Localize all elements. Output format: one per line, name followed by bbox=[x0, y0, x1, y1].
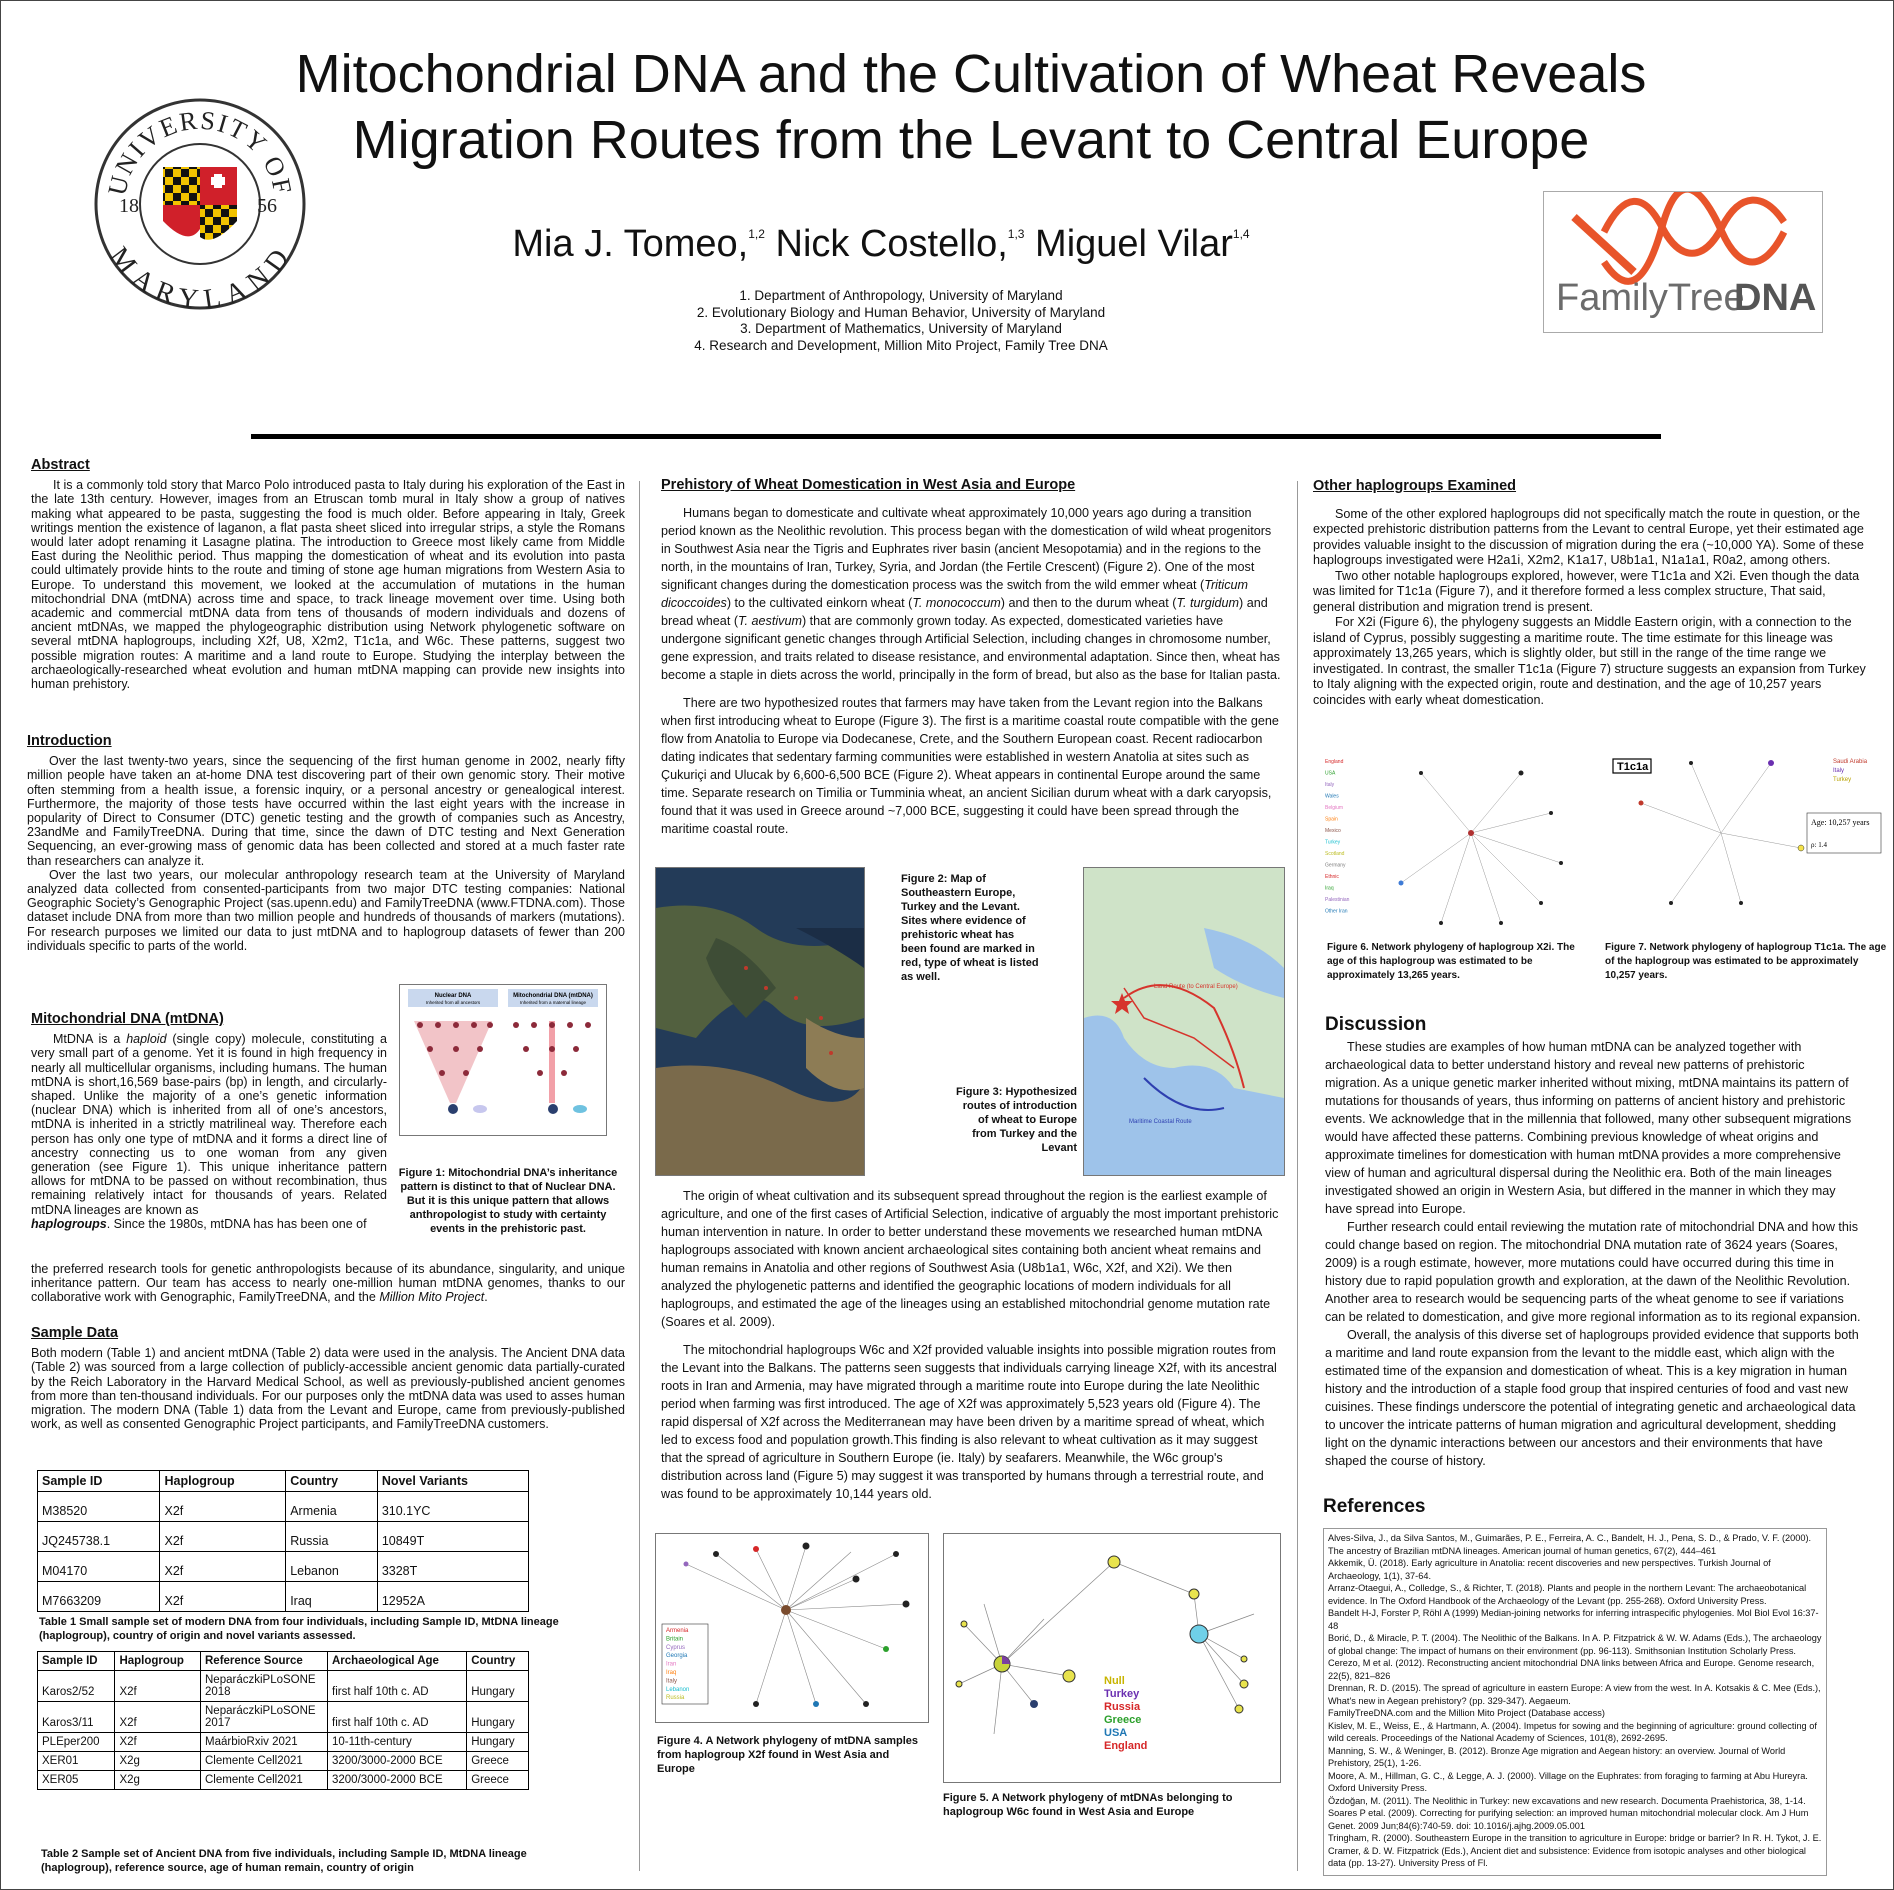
svg-text:Inherited from a maternal line: Inherited from a maternal lineage bbox=[519, 1000, 587, 1005]
route-label-maritime: Maritime Coastal Route bbox=[1129, 1119, 1192, 1125]
seal-bottom-text: MARYLAND bbox=[102, 241, 298, 311]
legend-item: Turkey bbox=[1325, 839, 1341, 846]
legend-item: Wales bbox=[1325, 793, 1339, 800]
legend-item: Turkey bbox=[1104, 1688, 1140, 1700]
affiliation-item: 3. Department of Mathematics, University of Maryland bbox=[740, 321, 1062, 336]
route-map bbox=[1084, 868, 1284, 1175]
svg-text:Nuclear DNA: Nuclear DNA bbox=[434, 993, 472, 999]
affiliation-item: 4. Research and Development, Million Mito Project, Family Tree DNA bbox=[694, 337, 1108, 353]
title-line-1: Mitochondrial DNA and the Cultivation of Wheat Reveals bbox=[295, 44, 1647, 104]
legend-item: Russia bbox=[1104, 1701, 1141, 1713]
legend-item: England bbox=[1325, 759, 1344, 765]
table-header-row: Sample ID Haplogroup Country Novel Variants bbox=[38, 1471, 529, 1492]
reference-item: Tringham, R. (2000). Southeastern Europe in the transition to agriculture in Europe: bridge or barrier? In R. H. Tykot, J. E. Cramer, & D. W. Fitzpatrick (Eds.), Ancient diet and subsistence: Evidence from isotopic analyses and other biological data (pp. 13-27). University Press of Fl. bbox=[1328, 1833, 1822, 1868]
legend-item: Turkey bbox=[1833, 777, 1852, 783]
discussion-section bbox=[1325, 1016, 1861, 1470]
legend-item: England bbox=[1104, 1740, 1148, 1752]
logo-text-light: FamilyTree bbox=[1556, 277, 1745, 319]
figure-7-network bbox=[1611, 753, 1886, 938]
reference-item: Soares P etal. (2009). Correcting for purifying selection: an improved human mitochondrial molecular clock. Am J Hum Genet. 2009 Jun;84(6):740-59. doi: 10.1016/j.ajhg.2009.05.001 bbox=[1328, 1808, 1809, 1831]
paragraph: Further research could entail reviewing the mutation rate of mitochondrial DNA and how this could change based on region. The mitochondrial DNA mutation rate of 3624 years (Soares, 2009) is a rough estimate, however, more mutations could have occurred during this time in history due to rapid population growth and exploration, at the dawn of the Neolithic Revolution. Another area to research would be sequencing parts of the wheat genome to see if variations can be related to domestication, and give more regional information as to its regional expansion. bbox=[1325, 1220, 1861, 1324]
table-row: Karos3/11 X2f NeparáczkiPLoSONE 2017 first half 10th c. AD Hungary bbox=[38, 1702, 529, 1733]
legend-item: USA bbox=[1325, 770, 1336, 777]
figure-2-caption: Figure 2: Map of Southeastern Europe, Turkey and the Levant. Sites where evidence of prehistoric wheat has been found are marked in red, type of wheat is listed as well. bbox=[901, 873, 1039, 983]
logo-text-bold: DNA bbox=[1734, 277, 1817, 319]
figure-6-caption: Figure 6. Network phylogeny of haplogroup X2i. The age of this haplogroup was estimated to be approximately 13,265 years. bbox=[1327, 942, 1575, 981]
affiliation-item: 2. Evolutionary Biology and Human Behavior, University of Maryland bbox=[696, 304, 1106, 320]
figure-7-age-note: Age: 10,257 years bbox=[1811, 818, 1870, 827]
table-row: M38520 X2f Armenia 310.1YC bbox=[38, 1492, 529, 1522]
reference-item: Kislev, M. E., Weiss, E., & Hartmann, A. (2004). Impetus for sowing and the beginning of agriculture: ground collecting of wild cereals. Proceedings of the National Academy of Sciences, 101(8), 2692-2695. bbox=[1328, 1720, 1817, 1743]
paragraph: Over the last twenty-two years, since the sequencing of the first human genome in 2002, nearly fifty million people have taken an at-home DNA test discovering part of their own genomic story. Their motive often stemming from a health issue, a forensic inquiry, or a personal ancestry or genealogical interest. Furthermore, the majority of those tests have occurred within the last eight years with the increase in popularity of Direct to Consumer (DTC) genetic testing and the growth of companies such as Ancestry, 23andMe and FamilyTreeDNA. During that time, since the dawn of DTC testing and Next Generation Sequencing, an ever-growing mass of genomic data has been collected and stored at a much faster rate than researchers can analyze it. bbox=[27, 754, 625, 868]
figure-6-network bbox=[1321, 753, 1581, 938]
sample-data-section bbox=[31, 1326, 625, 1431]
t1c1a-network-diagram bbox=[1611, 753, 1886, 938]
x2i-network-diagram bbox=[1321, 753, 1581, 938]
table-row: M7663209 X2f Iraq 12952A bbox=[38, 1582, 529, 1612]
legend-item: Null bbox=[1104, 1675, 1125, 1687]
reference-item: Arranz-Otaegui, A., Colledge, S., & Richter, T. (2018). Plants and people in the northern Levant: The archaeobotanical evidence. In The Oxford Handbook of the Archaeology of the Levant (pp. 255-268). Oxford University Press. bbox=[1328, 1583, 1807, 1606]
table-2-caption: Table 2 Sample set of Ancient DNA from five individuals, including Sample ID, MtDNA lineage (haplogroup), reference source, age of human remain, country of origin bbox=[41, 1848, 527, 1874]
familytreedna-logo bbox=[1543, 191, 1823, 333]
references-heading: References bbox=[1323, 1496, 1426, 1517]
section-heading: Sample Data bbox=[31, 1325, 119, 1341]
reference-item: Borić, D., & Miracle, P. T. (2004). The Neolithic of the Balkans. In A. P. Fitzpatrick & W. W. Adams (Eds.), The archaeology of global change: The impact of humans on their environment (pp. 96-113). Smithsonian Institution Scholarly Press. bbox=[1328, 1633, 1822, 1656]
reference-item: Manning, S. W., & Weninger, B. (2012). Bronze Age migration and Aegean history: an overview. Journal of World Prehistory, 25(1), 1-26. bbox=[1328, 1745, 1786, 1768]
figure-1-caption: Figure 1: Mitochondrial DNA’s inheritance pattern is distinct to that of Nuclear DNA. But it is this unique pattern that allows anthropologist to study with certainty events in the prehistoric past. bbox=[398, 1167, 618, 1235]
paragraph: Over the last two years, our molecular anthropology research team at the University of Maryland analyzed data collected from consented-participants from two major DTC testing companies: National Geographic Society’s Genographic Project (sas.upenn.edu) and FamilyTreeDNA (www.FTDNA.com). Those dataset include DNA from more than two million people and hundreds of thousands of markers (mutations). For research purposes we limited our data to just mtDNA and to haplogroup datasets of fewer than 200 individuals specific to parts of the world. bbox=[27, 867, 625, 953]
seal-top-text: UNIVERSITY OF bbox=[102, 105, 298, 199]
route-label-land: Land Route (to Central Europe) bbox=[1154, 984, 1238, 990]
table-1 bbox=[37, 1470, 529, 1612]
reference-item: Akkemik, Ü. (2018). Early agriculture in Anatolia: recent discoveries and new perspectives. Turkish Journal of Archaeology, 1(1), 37-64. bbox=[1328, 1558, 1771, 1581]
figure-3-caption: Figure 3: Hypothesized routes of introduction of wheat to Europe from Turkey and the Levant bbox=[955, 1086, 1077, 1154]
title-line-2: Migration Routes from the Levant to Central Europe bbox=[352, 110, 1590, 170]
svg-text:Mitochondrial DNA (mtDNA): Mitochondrial DNA (mtDNA) bbox=[513, 993, 593, 999]
figure-4-network bbox=[655, 1533, 929, 1723]
figure-7-label: T1c1a bbox=[1617, 761, 1649, 773]
table-header-row: Sample ID Haplogroup Reference Source Archaeological Age Country bbox=[38, 1652, 529, 1671]
paragraph: The mitochondrial haplogroups W6c and X2f provided valuable insights into possible migration routes from the Levant into the Balkans. The patterns seen suggests that individuals carrying lineage X2f, with its ancestral roots in Iran and Armenia, may have migrated through a maritime route into Europe during the late Neolithic period when farming was first introduced. The age of X2f was approximately 5,523 years old (Figure 4). The rapid dispersal of X2f across the Mediterranean may have been driven by a maritime spread of wheat, which led to excess food and population growth.This finding is also relevant to wheat cultivation as it may suggest that the spread of agriculture in Southern Europe (ie. Italy) by seafarers. Meanwhile, the W6c group's distribution across land (Figure 5) may suggest it was transported by humans through a terrestrial route, and was found to be approximately 10,144 years old. bbox=[661, 1343, 1277, 1501]
affiliations bbox=[621, 288, 1181, 354]
section-heading: Prehistory of Wheat Domestication in West Asia and Europe bbox=[661, 477, 1076, 493]
legend-item: Scotland bbox=[1325, 851, 1345, 857]
inheritance-diagram bbox=[400, 985, 606, 1135]
table-row: JQ245738.1 X2f Russia 10849T bbox=[38, 1522, 529, 1552]
figure-5-caption: Figure 5. A Network phylogeny of mtDNAs belonging to haplogroup W6c found in West Asia and Europe bbox=[943, 1792, 1233, 1818]
paragraph: Overall, the analysis of this diverse set of haplogroups provided evidence that supports both a maritime and land route expansion from the levant to the middle east, which align with the estimated time of the expansion and domestication of wheat. This is a key migration in human history and the introduction of a staple food group that inspired centuries of food and vast new cuisines. These findings underscore the potential of integrating genetic and archaeological data to uncover the intricate patterns of human migration and agricultural development, shedding light on the dynamic interactions between our ancestors and their environments that have shaped the course of history. bbox=[1325, 1328, 1859, 1468]
legend-item: Cyprus bbox=[666, 1644, 686, 1651]
legend-item: Italy bbox=[666, 1678, 678, 1685]
legend-item: Italy bbox=[1833, 768, 1845, 774]
legend-item: USA bbox=[1104, 1727, 1128, 1739]
abstract-section bbox=[31, 458, 625, 691]
figure-7-caption: Figure 7. Network phylogeny of haplogroup T1c1a. The age of the haplogroup was estimated to be approximately 10,257 years. bbox=[1605, 942, 1887, 981]
section-heading: Mitochondrial DNA (mtDNA) bbox=[31, 1011, 224, 1027]
section-heading: Discussion bbox=[1325, 1014, 1427, 1035]
legend-item: Iraq bbox=[666, 1670, 677, 1676]
legend-item: Ethnic bbox=[1325, 874, 1339, 880]
table-row: XER01 X2g Clemente Cell2021 3200/3000-2000 BCE Greece bbox=[38, 1752, 529, 1771]
author-list bbox=[481, 223, 1281, 266]
reference-item: FamilyTreeDNA.com and the Million Mito Project (Database access) bbox=[1328, 1708, 1605, 1718]
legend-item: Other Iran bbox=[1325, 908, 1348, 915]
figure-7-rho-note: ρ: 1.4 bbox=[1811, 841, 1827, 849]
legend-item: Iran bbox=[666, 1661, 677, 1668]
table-row: PLEper200 X2f MaárbioRxiv 2021 10-11th-century Hungary bbox=[38, 1733, 529, 1752]
figure-4-caption: Figure 4. A Network phylogeny of mtDNA samples from haplogroup X2f found in West Asia and Europe bbox=[657, 1735, 918, 1775]
table-1-caption: Table 1 Small sample set of modern DNA from four individuals, including Sample ID, MtDNA lineage (haplogroup), country of origin and novel variants assessed. bbox=[39, 1616, 559, 1642]
paragraph: For X2i (Figure 6), the phylogeny suggests an Middle Eastern origin, with a connection to the island of Cyprus, possibly suggesting a maritime route. The time estimate for this lineage was approximately 13,265 years, which is slightly older, but still in the range of the time range we investigated. In contrast, the smaller T1c1a (Figure 7) structure suggests an expansion from Turkey to Italy aligning with the expected origin, route and destination, and the age of 10,257 years coincides with early wheat domestication. bbox=[1313, 615, 1866, 707]
legend-item: Iraq bbox=[1325, 885, 1334, 892]
legend-item: Britain bbox=[666, 1636, 684, 1643]
paragraph: Humans began to domesticate and cultivate wheat approximately 10,000 years ago during a transition period known as the Neolithic revolution. This process began with the domestication of wild wheat progenitors in Southwest Asia near the Tigris and Euphrates river basin (ancient Mesopotamia) and in the regions to the north, in the mountains of Iran, Turkey, Syria, and Jordan (the Fertile Crescent) (Figure 2). One of the most significant changes during the domestication process was the switch from the wild emmer wheat (Triticum dicoccoides) to the cultivated einkorn wheat (T. monococcum) and then to the durum wheat (T. turgidum) and bread wheat (T. aestivum) that are commonly grown today. As expected, domesticated varieties have undergone significant genetic changes through Artificial Selection, including changes in chromosome number, gene expression, and traits related to disease resistance, and environmental adaptation. Since then, wheat has become a staple in diets across the world, principally in the form of bread, but also as the base for Italian pasta. bbox=[661, 506, 1281, 682]
header-divider bbox=[251, 434, 1661, 439]
introduction-section bbox=[27, 734, 625, 953]
legend-item: Mexico bbox=[1325, 828, 1341, 834]
figure-1 bbox=[399, 984, 607, 1136]
poster-title bbox=[221, 41, 1721, 173]
abstract-text: It is a commonly told story that Marco Polo introduced pasta to Italy during his exploration of the East in the late 13th century. However, images from an Etruscan tomb mural in Italy show a group of natives making what appeared to be pasta, suggesting the food is much older. Before appearing in Italy, Greek writings mention the existence of laganon, a flat pasta sheet sliced into irregular strips, a style the Romans would later adopt renaming it Lasagne platina. The introduction to Greece most likely came from Middle East during the Neolithic period. Thus mapping the domestication of wheat and its evolution into pasta could ultimately provide hints to the route and timing of stone age human migrations from Western Asia to Europe. To understand this movement, we looked at the accumulation of mutations in the human mitochondrial DNA (mtDNA) across time and space, to track lineage movement over time. Using both academic and commercial mtDNA data from tens of thousands of modern individuals and dozens of ancient mtDNAs, we mapped the phylogeographic distribution using Network phylogenetic software on several mtDNA haplogroups, including X2f, U8, X2m2, T1c1a, and W6c. These patterns, suggest two possible migration routes: A maritime and a land route to Europe. Studying the interplay between the archaeologically-researched wheat evolution and human mtDNA mapping can provide new insights into human prehistory. bbox=[31, 478, 625, 692]
legend-item: Palestinian bbox=[1325, 897, 1350, 903]
table-row: M04170 X2f Lebanon 3328T bbox=[38, 1552, 529, 1582]
affiliation-item: 1. Department of Anthropology, University of Maryland bbox=[739, 288, 1063, 303]
legend-item: Saudi Arabia bbox=[1833, 759, 1868, 765]
x2f-network-diagram bbox=[656, 1534, 928, 1722]
table-row: Karos2/52 X2f NeparáczkiPLoSONE 2018 first half 10th c. AD Hungary bbox=[38, 1671, 529, 1702]
reference-item: Cerezo, M et al. (2012). Reconstructing ancient mitochondrial DNA links between Africa and Europe. Genome research, 22(5), 821–826 bbox=[1328, 1658, 1815, 1681]
paragraph: Two other notable haplogroups explored, however, were T1c1a and X2i. Even though the data was limited for T1c1a (Figure 7), and it therefore formed a less complex structure, That said, general distribution and migration trend is present. bbox=[1313, 568, 1860, 614]
section-heading: Other haplogroups Examined bbox=[1313, 478, 1517, 494]
svg-text:Inherited from all ancestors: Inherited from all ancestors bbox=[425, 1000, 481, 1005]
legend-item: Spain bbox=[1325, 816, 1338, 823]
figure-3-map bbox=[1083, 867, 1285, 1176]
figure-5-network bbox=[943, 1533, 1281, 1783]
mtdna-section bbox=[31, 1012, 387, 1231]
paragraph: These studies are examples of how human mtDNA can be analyzed together with archaeological data to better understand history and reveal new patterns of prehistoric migration. As a unique genetic marker inherited without mixing, mtDNA maintains its pattern of mutations for thousands of years, thus informing on patterns of ancient history and prehistoric events. We acknowledge that in the millennia that followed, many other subsequent migrations would have affected these patterns. Combining previous knowledge of wheat origins and approximate timelines for domestication with human mtDNA provides a more comprehensive view of human and agricultural dispersal during the Neolithic era. Both of the main lineages investigated showed an origin in Western Asia, but differed in the manner in which they may have spread into Europe. bbox=[1325, 1040, 1852, 1216]
mtdna-continued bbox=[31, 1262, 625, 1305]
seal-year-left: 18 bbox=[119, 195, 139, 217]
reference-item: Drennan, R. D. (2015). The spread of agriculture in eastern Europe: A view from the west. In A. Kotsakis & C. Mee (Eds.), What's new in Aegean prehistory? (pp. 329-347). Aegaeum. bbox=[1328, 1683, 1821, 1706]
legend-item: Russia bbox=[666, 1695, 685, 1702]
column-divider bbox=[639, 481, 640, 1871]
figure-2-map bbox=[655, 867, 865, 1176]
section-heading: Introduction bbox=[27, 733, 112, 749]
legend-item: Georgia bbox=[666, 1653, 688, 1660]
legend-item: Lebanon bbox=[666, 1686, 690, 1693]
other-haplogroups-section bbox=[1313, 479, 1869, 708]
w6c-network-diagram bbox=[944, 1534, 1280, 1782]
references-list bbox=[1323, 1528, 1827, 1876]
author-1: Mia J. Tomeo,$^{1,2}$ bbox=[512, 223, 765, 265]
paragraph: Some of the other explored haplogroups did not specifically match the route in question, or the expected prehistoric distribution patterns from the Levant to central Europe, yet their estimated age provides valuable insight to the discussion of migration during the era (~10,000 YA). Some of these haplogroups investigated were H2a1i, X2m2, K1a17, U8b1a1, N1a1a1, R0a2, among others. bbox=[1313, 506, 1864, 567]
paragraph: The origin of wheat cultivation and its subsequent spread throughout the region is the earliest example of agriculture, and one of the first cases of Artificial Selection, indicative of arguably the most important prehistoric human intervention in nature. In order to better understand these movements we researched human mtDNA haplogroups associated with known ancient archaeological sites containing both ancient wheat remains and human remains in Anatolia and other regions of Southwest Asia (U8b1a1, W6c, X2f, and X2i). We then analyzed the phylogenetic patterns and identified the geographic locations of modern individuals for all haplogroups, and estimated the age of the lineages using an established mitochondrial genome mutation rate (Soares et al. 2009). bbox=[661, 1189, 1279, 1329]
paragraph: MtDNA is a haploid (single copy) molecule, constituting a very small part of a genome. Yet it is found in high frequency in nearly all multicellular organisms, including humans. The human mtDNA is short,16,569 base-pairs (bp) in length, and circularly-shaped. Unlike the majority of a one’s genetic information (nuclear DNA) which is inherited from all of one’s ancestors, mtDNA is inherited in a strictly matrilineal way. Therefore each person has only one type of mtDNA and it forms a direct line of ancestry connecting us to one woman from any given generation (see Figure 1). This unique inheritance pattern allows for mtDNA to be passed on without recombination, thus remaining relatively intact for thousands of years. Related mtDNA lineages are known as haplogroups. Since the 1980s, mtDNA has has been one of bbox=[31, 1032, 387, 1231]
legend-item: Italy bbox=[1325, 782, 1335, 788]
paragraph: Both modern (Table 1) and ancient mtDNA (Table 2) data were used in the analysis. The Ancient DNA data (Table 2) was sourced from a large collection of publicly-accessible ancient genomic data partially-curated by the Reich Laboratory in the Harvard Medical School, as well as previously-published ancient genomes from more than ten-thousand individuals. For our purposes only the mtDNA data was used to asses human migration. The modern DNA (Table 1) data from the Levant and Europe, came from previously-published work, as well as consented Genographic Project participants, and FamilyTreeDNA customers. bbox=[31, 1346, 625, 1432]
legend-item: Armenia bbox=[666, 1628, 689, 1634]
table-2 bbox=[37, 1651, 529, 1790]
table-row: XER05 X2g Clemente Cell2021 3200/3000-2000 BCE Greece bbox=[38, 1771, 529, 1790]
legend-item: Germany bbox=[1325, 862, 1346, 869]
prehistory-section bbox=[661, 476, 1281, 838]
paragraph: the preferred research tools for genetic anthropologists because of its abundance, singularity, and unique inheritance pattern. Our team has access to nearly one-million human mtDNA genomes, thanks to our collaborative work with Genographic, FamilyTreeDNA, and the Million Mito Project. bbox=[31, 1262, 625, 1305]
author-2: Nick Costello,$^{1,3}$ bbox=[775, 223, 1025, 265]
reference-item: Moore, A. M., Hillman, G. C., & Legge, A. J. (2000). Village on the Euphrates: from foraging to farming at Abu Hureyra. Oxford University Press. bbox=[1328, 1770, 1808, 1793]
paragraph: There are two hypothesized routes that farmers may have taken from the Levant region into the Balkans when first introducing wheat to Europe (Figure 3). The first is a maritime coastal route compatible with the gene flow from Anatolia to Europe via Dodecanese, Crete, and the Southern European coast. Recent radiocarbon dating indicates that sedentary farming communities were established in western Anatolia at sites such as Çukuriçi and Ulucak by 6,600-6,500 BCE (Figure 2). Wheat appears in continental Europe around the same time. Separate research on Timilia or Tumminia wheat, an ancient Sicilian durum wheat with a dark caryopsis, found that it was used in Greece around ~7,000 BCE, suggesting it could have been spread through the maritime coastal route. bbox=[661, 696, 1279, 836]
reference-item: Bandelt H-J, Forster P, Röhl A (1999) Median-joining networks for inferring intraspecific phylogenies. Mol Biol Evol 16:37-48 bbox=[1328, 1608, 1819, 1631]
reference-item: Özdoğan, M. (2011). The Neolithic in Turkey: new excavations and new research. Documenta Praehistorica, 38, 1-14. bbox=[1328, 1795, 1806, 1806]
reference-item: Alves-Silva, J., da Silva Santos, M., Guimarães, P. E., Ferreira, A. C., Bandelt, H. J., Pena, S. D., & Prado, V. F. (2000). The ancestry of Brazilian mtDNA lineages. American journal of human genetics, 67(2), 444–461 bbox=[1328, 1533, 1812, 1556]
satellite-map bbox=[656, 868, 864, 1175]
seal-year-right: 56 bbox=[257, 195, 277, 217]
column-divider bbox=[1297, 481, 1298, 1871]
section-heading: Abstract bbox=[31, 457, 90, 473]
author-3: Miguel Vilar$^{1,4}$ bbox=[1035, 223, 1250, 265]
prehistory-section-2 bbox=[661, 1187, 1281, 1503]
legend-item: Greece bbox=[1104, 1714, 1142, 1726]
legend-item: Belgium bbox=[1325, 805, 1344, 811]
